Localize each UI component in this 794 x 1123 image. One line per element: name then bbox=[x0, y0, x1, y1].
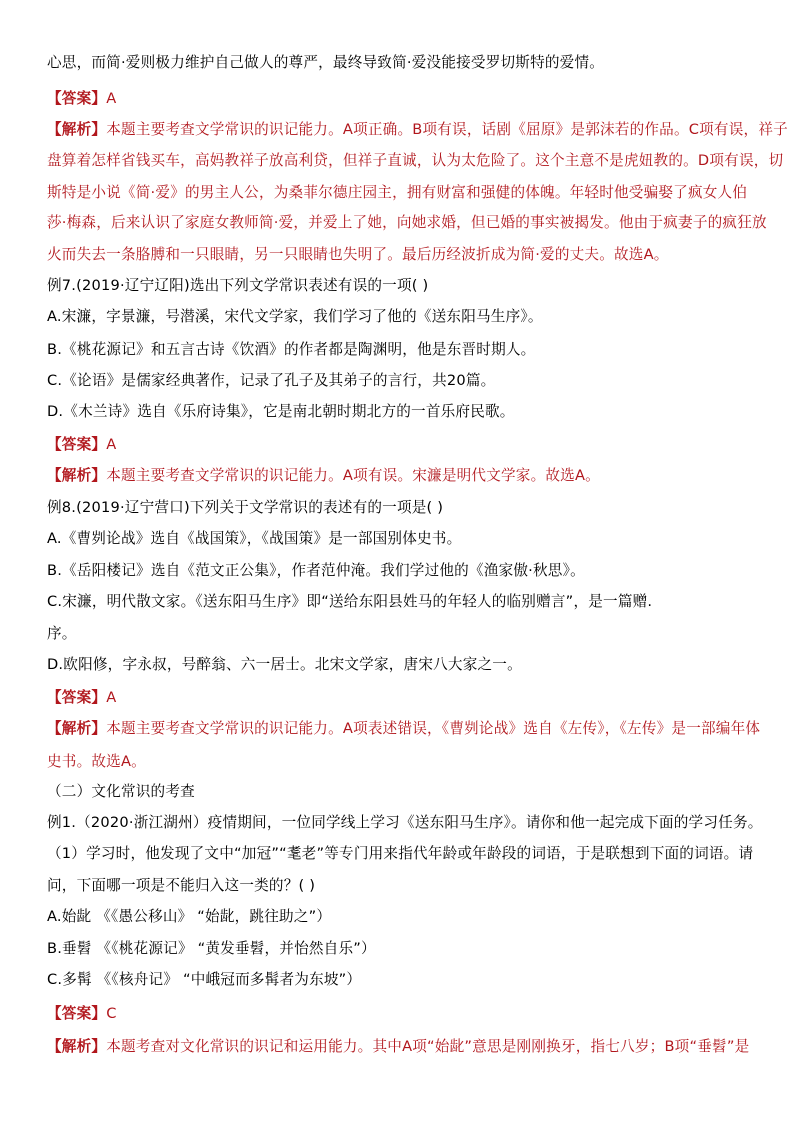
text-line bbox=[47, 150, 784, 172]
text-line bbox=[47, 906, 748, 928]
answer-text: 本题主要考查文学常识的识记能力。A项有误。宋濂是明代文学家。故选A。 bbox=[106, 467, 600, 484]
body-text: 序。 bbox=[47, 625, 77, 642]
body-text: A.宋濂，字景濂，号潜溪，宋代文学家，我们学习了他的《送东阳马生序》。 bbox=[47, 308, 543, 325]
body-text: D.欧阳修，字永叔，号醉翁、六一居士。北宋文学家，唐宋八大家之一。 bbox=[47, 656, 522, 673]
answer-text: 火而失去一条胳膊和一只眼睛，另一只眼睛也失明了。最后历经波折成为简·爱的丈夫。故选A。 bbox=[47, 246, 669, 263]
text-line bbox=[47, 751, 748, 773]
body-text: 例7.(2019·辽宁辽阳)选出下列文学常识表述有误的一项( ) bbox=[47, 277, 429, 294]
text-line bbox=[47, 306, 748, 328]
text-line bbox=[47, 370, 748, 392]
body-text: A.《曹刿论战》选自《战国策》，《战国策》是一部国别体史书。 bbox=[47, 530, 462, 547]
section-tag: 【答案】 bbox=[47, 436, 107, 453]
body-text: B.垂髫 《《桃花源记》 “黄发垂髫，并怡然自乐”） bbox=[47, 940, 376, 957]
body-text: C.宋濂，明代散文家。《送东阳马生序》即“送给东阳县姓马的年轻人的临别赠言”，是一篇赠. bbox=[47, 593, 653, 610]
text-line bbox=[47, 938, 748, 960]
text-line bbox=[47, 401, 748, 423]
section-tag: 【解析】 bbox=[47, 720, 107, 737]
body-text: （二）文化常识的考查 bbox=[47, 783, 195, 800]
text-line bbox=[47, 497, 748, 519]
answer-text: C bbox=[106, 1005, 117, 1022]
text-line bbox=[47, 843, 754, 865]
answer-text: A bbox=[106, 436, 117, 453]
text-line bbox=[47, 434, 748, 456]
text-line bbox=[47, 781, 748, 803]
section-tag: 【解析】 bbox=[47, 467, 107, 484]
text-line bbox=[47, 528, 748, 550]
body-text: 例1.（2020·浙江湖州）疫情期间，一位同学线上学习《送东阳马生序》。请你和他一起完成下面的学习任务。 bbox=[47, 814, 763, 831]
body-text: 问，下面哪一项是不能归入这一类的？( ) bbox=[47, 877, 316, 894]
body-text: 心思，而简·爱则极力维护自己做人的尊严，最终导致简·爱没能接受罗切斯特的爱情。 bbox=[47, 54, 605, 71]
text-line bbox=[47, 119, 788, 141]
text-line bbox=[47, 687, 748, 709]
answer-text: 盘算着怎样省钱买车，高妈教祥子放高利贷，但祥子直诚，认为太危险了。这个主意不是虎妞教的。D项有误，切 bbox=[47, 152, 784, 169]
text-line bbox=[47, 465, 748, 487]
text-line bbox=[47, 52, 748, 74]
answer-text: 斯特是小说《简·爱》的男主人公，为桑菲尔德庄园主，拥有财富和强健的体魄。年轻时他受骗娶了疯女人伯 bbox=[47, 184, 748, 201]
section-tag: 【答案】 bbox=[47, 90, 107, 107]
answer-text: A bbox=[106, 90, 117, 107]
text-line bbox=[47, 654, 748, 676]
answer-text: 本题考查对文化常识的识记和运用能力。其中A项“始龀”意思是刚刚换牙，指七八岁；B项“垂髫”是 bbox=[106, 1038, 750, 1055]
text-line bbox=[47, 212, 767, 234]
text-line bbox=[47, 88, 748, 110]
text-line bbox=[47, 1036, 748, 1058]
answer-text: 本题主要考查文学常识的识记能力。A项正确。B项有误，话剧《屈原》是郭沫若的作品。C项有误，祥子 bbox=[106, 121, 788, 138]
body-text: （1）学习时，他发现了文中“加冠”“耄老”等专门用来指代年龄或年龄段的词语，于是联想到下面的词语。请 bbox=[47, 845, 754, 862]
body-text: D.《木兰诗》选自《乐府诗集》，它是南北朝时期北方的一首乐府民歌。 bbox=[47, 403, 515, 420]
answer-text: 莎·梅森，后来认识了家庭女教师简·爱，并爱上了她，向她求婚，但已婚的事实被揭发。他由于疯妻子的疯狂放 bbox=[47, 214, 767, 231]
body-text: C.多髯 《《核舟记》 “中峨冠而多髯者为东坡”） bbox=[47, 971, 362, 988]
body-text: C.《论语》是儒家经典著作，记录了孔子及其弟子的言行，共20篇。 bbox=[47, 372, 496, 389]
text-line bbox=[47, 275, 748, 297]
text-line bbox=[47, 875, 748, 897]
answer-text: A bbox=[106, 689, 117, 706]
section-tag: 【解析】 bbox=[47, 121, 107, 138]
body-text: B.《桃花源记》和五言古诗《饮酒》的作者都是陶渊明，他是东晋时期人。 bbox=[47, 341, 536, 358]
section-tag: 【答案】 bbox=[47, 1005, 107, 1022]
section-tag: 【答案】 bbox=[47, 689, 107, 706]
text-line bbox=[47, 244, 748, 266]
text-line bbox=[47, 339, 748, 361]
body-text: B.《岳阳楼记》选自《范文正公集》，作者范仲淹。我们学过他的《渔家傲·秋思》。 bbox=[47, 562, 585, 579]
body-text: 例8.(2019·辽宁营口)下列关于文学常识的表述有的一项是( ) bbox=[47, 499, 444, 516]
text-line bbox=[47, 591, 748, 613]
answer-text: 本题主要考查文学常识的识记能力。A项表述错误，《曹刿论战》选自《左传》，《左传》是一部编年体 bbox=[106, 720, 761, 737]
text-line bbox=[47, 182, 748, 204]
text-line bbox=[47, 969, 748, 991]
body-text: A.始龀 《《愚公移山》 “始龀，跳往助之”） bbox=[47, 908, 332, 925]
text-line bbox=[47, 623, 748, 645]
text-line bbox=[47, 812, 763, 834]
section-tag: 【解析】 bbox=[47, 1038, 107, 1055]
text-line bbox=[47, 1003, 748, 1025]
text-line bbox=[47, 560, 748, 582]
text-line bbox=[47, 718, 761, 740]
answer-text: 史书。故选A。 bbox=[47, 753, 146, 770]
